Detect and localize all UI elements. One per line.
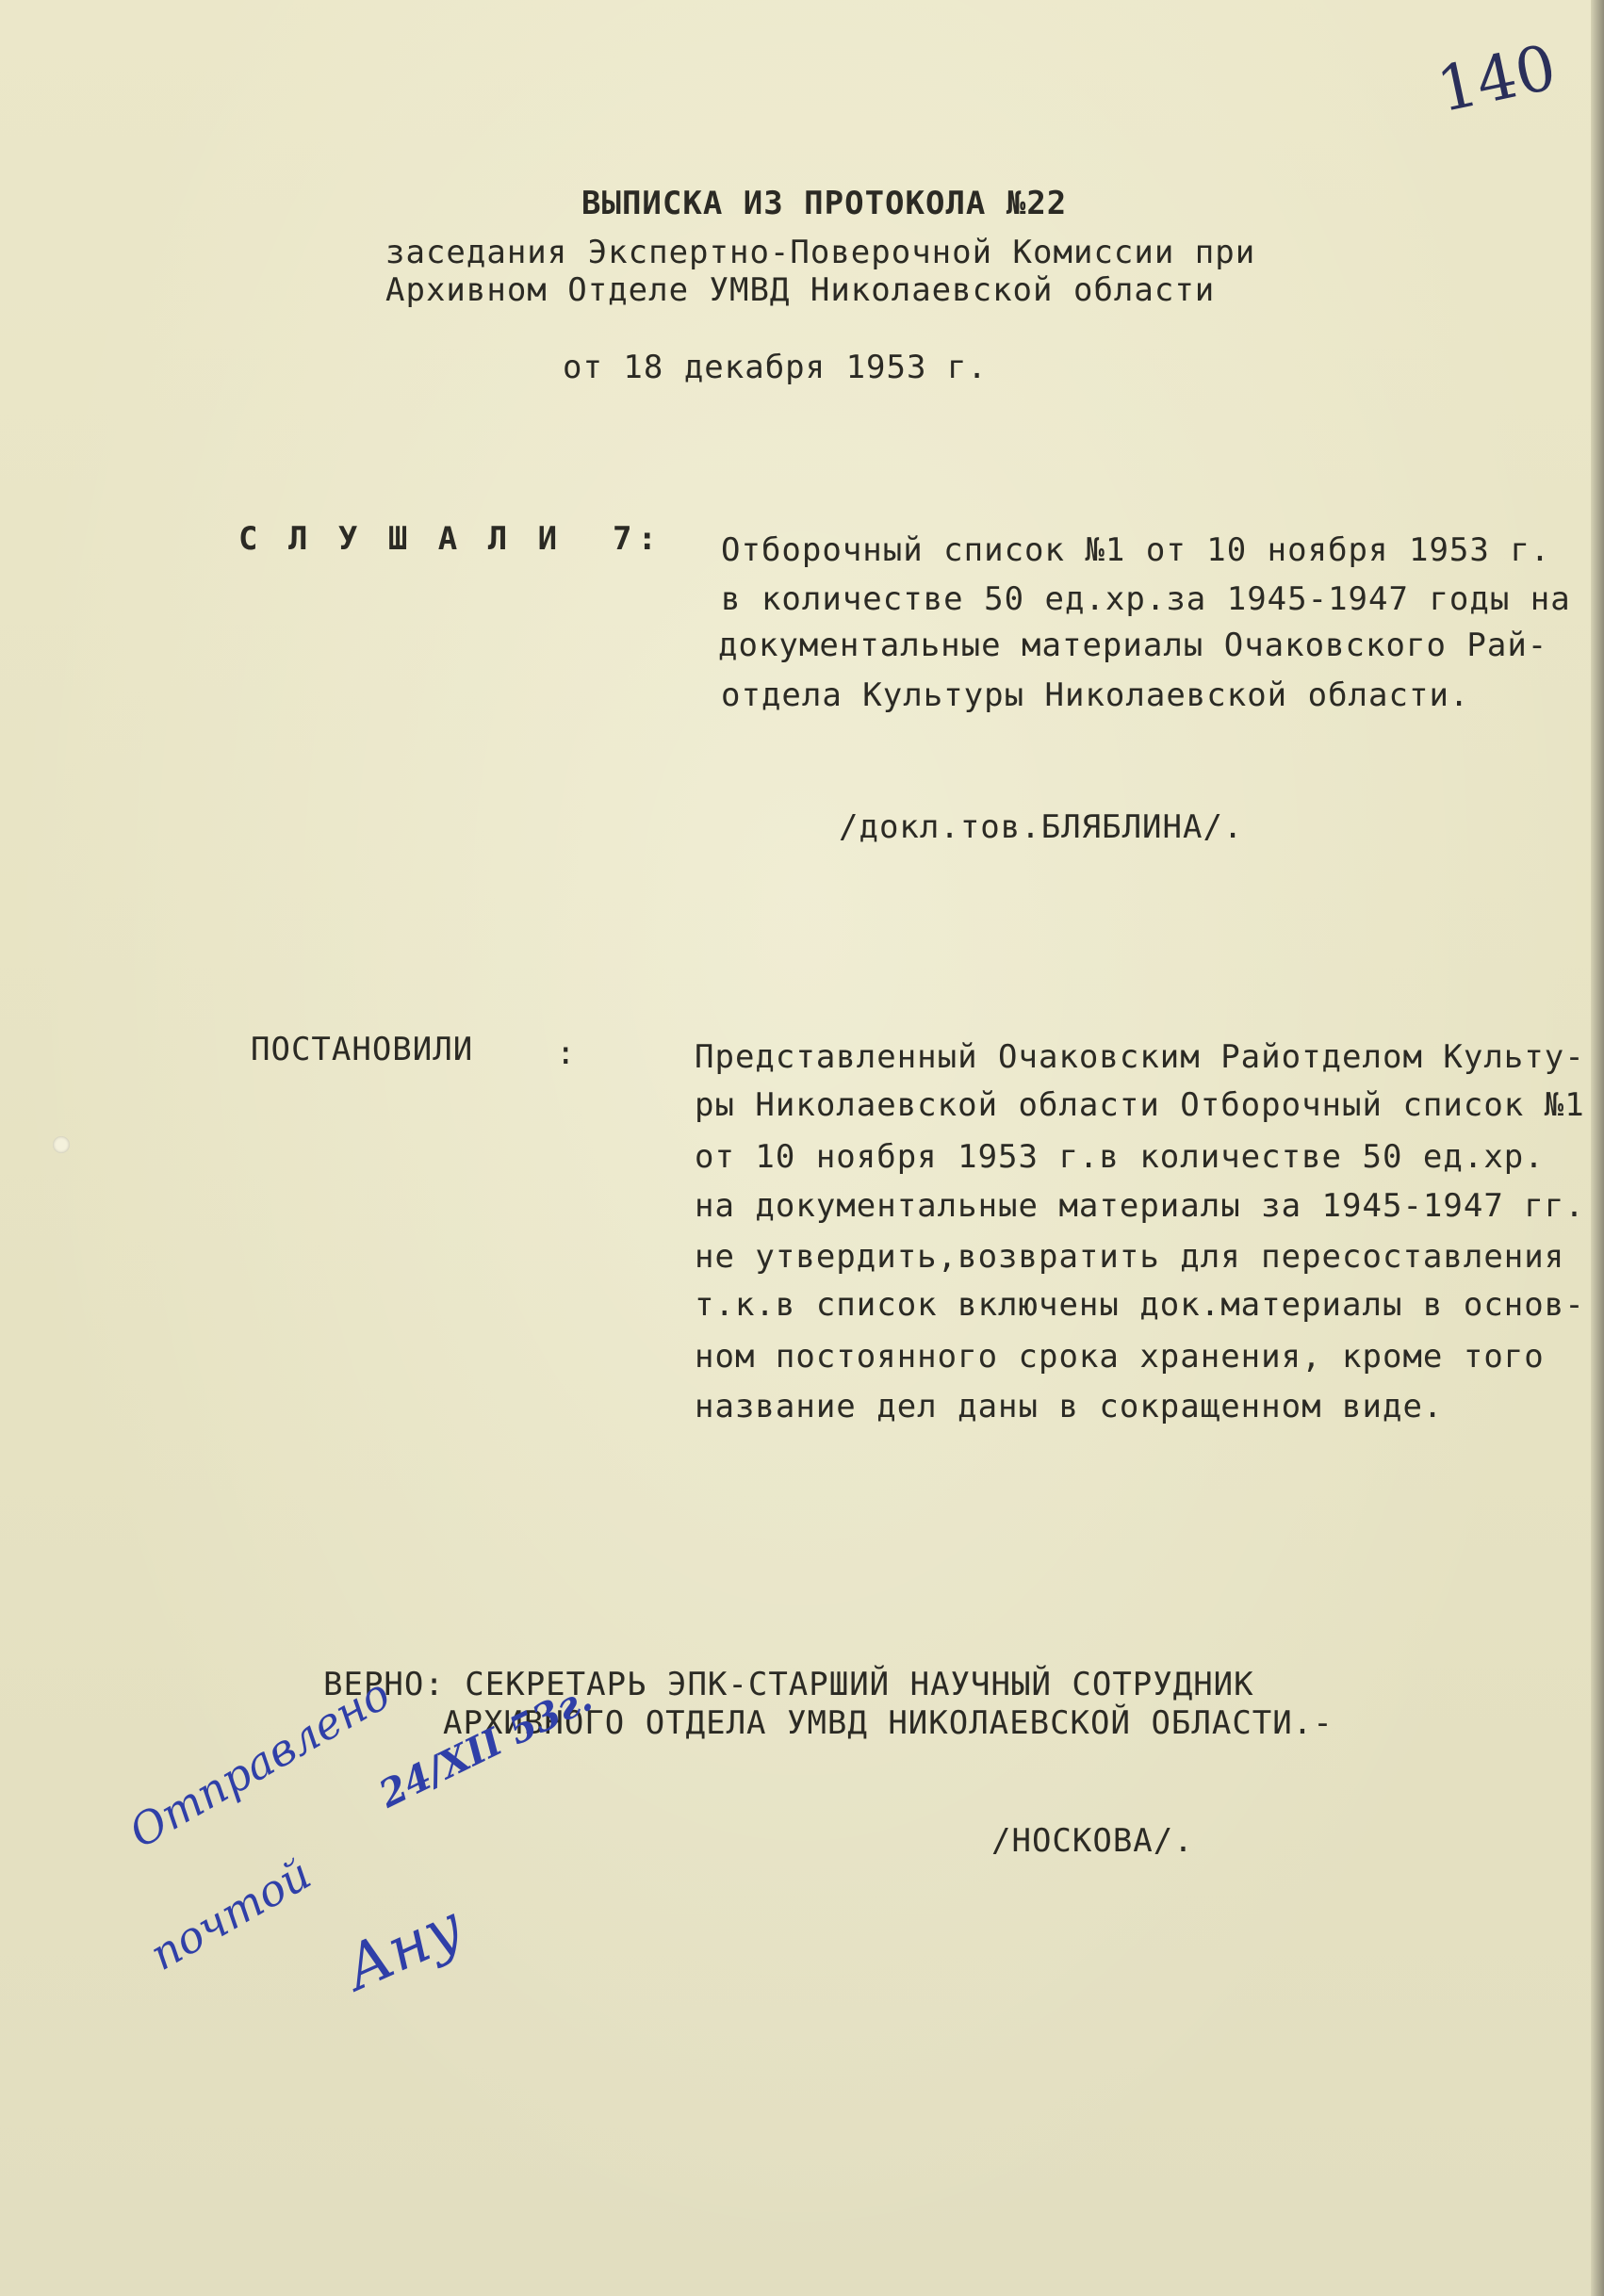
signatory: /НОСКОВА/.: [991, 1822, 1194, 1860]
resolved-line: ном постоянного срока хранения, кроме того: [695, 1338, 1545, 1376]
resolved-label: ПОСТАНОВИЛИ: [251, 1031, 474, 1068]
heard-line: документальные материалы Очаковского Рай-: [718, 627, 1548, 664]
certification-line-1: ВЕРНО: СЕКРЕТАРЬ ЭПК-СТАРШИЙ НАУЧНЫЙ СОТРУДНИК: [323, 1666, 1254, 1703]
handwritten-signature: Ану: [335, 1892, 473, 2005]
punch-hole: [53, 1136, 70, 1153]
resolved-line: Представленный Очаковским Райотделом Культу-: [695, 1038, 1585, 1076]
header-line-2: заседания Экспертно-Поверочной Комиссии при: [385, 234, 1256, 271]
heard-label: С Л У Ш А Л И 7:: [238, 520, 663, 558]
page-number: 140: [1431, 30, 1563, 127]
certification-line-2: АРХИВНОГО ОТДЕЛА УМВД НИКОЛАЕВСКОЙ ОБЛАСТИ.-: [443, 1704, 1334, 1742]
handwritten-note-line-1: Отправлено: [121, 1668, 399, 1858]
resolved-line: ры Николаевской области Отборочный список №1: [695, 1086, 1585, 1124]
resolved-line: т.к.в список включены док.материалы в основ-: [695, 1286, 1585, 1324]
resolved-line: название дел даны в сокращенном виде.: [695, 1388, 1444, 1425]
heard-line: Отборочный список №1 от 10 ноября 1953 г.: [721, 531, 1551, 569]
resolved-colon: :: [556, 1034, 577, 1072]
heard-line: в количестве 50 ед.хр.за 1945-1947 годы на: [721, 580, 1571, 618]
handwritten-note-date: 24/XII 53г.: [372, 1675, 599, 1817]
heard-line: отдела Культуры Николаевской области.: [721, 676, 1470, 714]
resolved-line: от 10 ноября 1953 г.в количестве 50 ед.хр.: [695, 1138, 1545, 1176]
document-title: ВЫПИСКА ИЗ ПРОТОКОЛА №22: [581, 185, 1068, 222]
page-edge-shadow: [1591, 0, 1604, 2296]
meeting-date: от 18 декабря 1953 г.: [563, 349, 988, 386]
handwritten-note-line-2: почтой: [141, 1848, 319, 1980]
resolved-line: не утвердить,возвратить для пересоставления: [695, 1238, 1565, 1276]
reporter: /докл.тов.БЛЯБЛИНА/.: [839, 808, 1244, 846]
header-line-3: Архивном Отделе УМВД Николаевской области: [385, 271, 1216, 309]
resolved-line: на документальные материалы за 1945-1947 гг.: [695, 1187, 1585, 1225]
